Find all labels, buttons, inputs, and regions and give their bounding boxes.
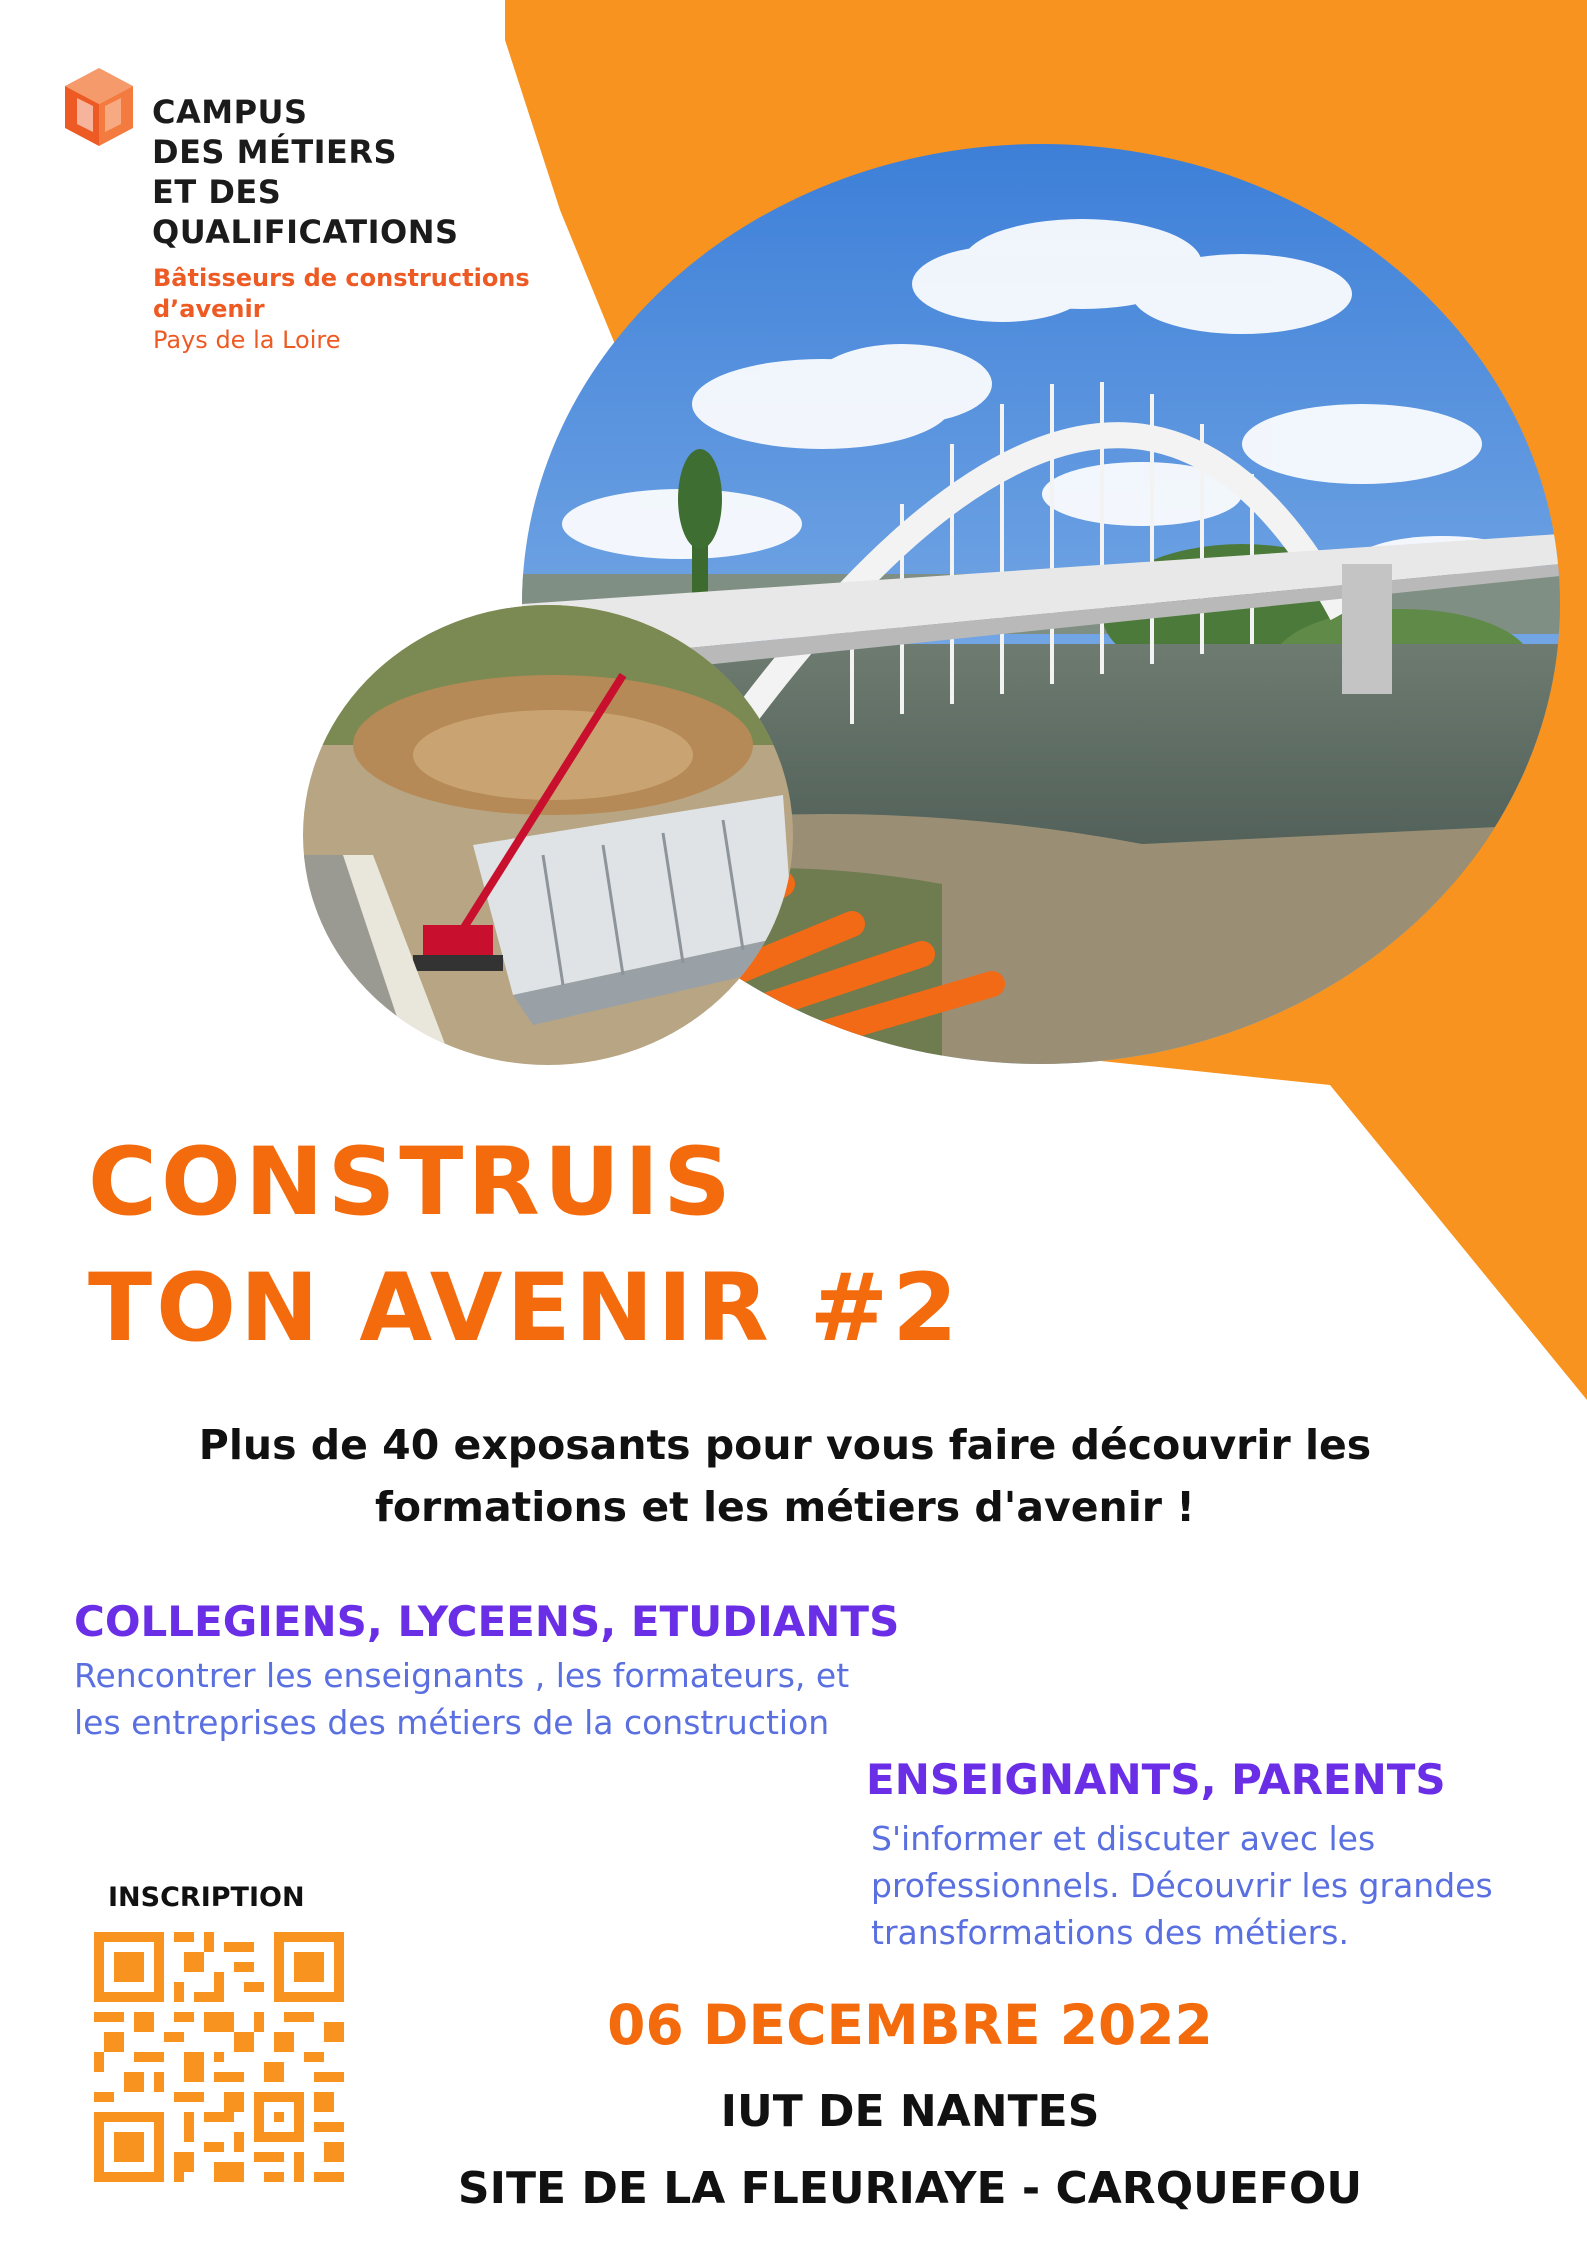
event-headline [88, 1120, 962, 1372]
intro-text [60, 1414, 1510, 1538]
headline-line: CONSTRUIS [88, 1128, 735, 1237]
logo-title-line: CAMPUS [152, 93, 308, 131]
event-site: SITE DE LA FLEURIAYE - CARQUEFOU [457, 2163, 1363, 2214]
campus-cube-logo-icon [63, 66, 135, 148]
audience-text-teachers-parents [871, 1815, 1493, 1956]
logo-subtitle [153, 263, 530, 356]
logo-title-line: DES MÉTIERS [152, 133, 398, 171]
audience-text-line: Rencontrer les enseignants , les formateurs, et [74, 1656, 850, 1695]
logo-title-line: QUALIFICATIONS [152, 213, 459, 251]
audience-text-line: professionnels. Découvrir les grandes [871, 1866, 1493, 1905]
audience-text-students [74, 1652, 849, 1746]
logo-subtitle-line: Bâtisseurs de constructions [153, 264, 530, 292]
intro-line: Plus de 40 exposants pour vous faire découvrir les [198, 1421, 1372, 1469]
event-date: 06 DECEMBRE 2022 [607, 1993, 1213, 2057]
intro-line: formations et les métiers d'avenir ! [375, 1483, 1195, 1531]
qr-code-icon[interactable] [94, 1932, 344, 2182]
audience-title-students: COLLEGIENS, LYCEENS, ETUDIANTS [74, 1597, 900, 1646]
event-venue: IUT DE NANTES [720, 2086, 1100, 2137]
logo-title-line: ET DES [152, 173, 282, 211]
logo-region: Pays de la Loire [153, 326, 341, 354]
logo-title [152, 92, 459, 252]
audience-text-line: les entreprises des métiers de la construction [74, 1703, 830, 1742]
inscription-label: INSCRIPTION [108, 1882, 305, 1913]
audience-title-teachers-parents: ENSEIGNANTS, PARENTS [866, 1755, 1446, 1804]
construction-site-crane-photo [303, 605, 793, 1065]
headline-line: TON AVENIR #2 [88, 1254, 962, 1363]
audience-text-line: S'informer et discuter avec les [871, 1819, 1376, 1858]
logo-subtitle-line: d’avenir [153, 295, 265, 323]
audience-text-line: transformations des métiers. [871, 1913, 1349, 1952]
